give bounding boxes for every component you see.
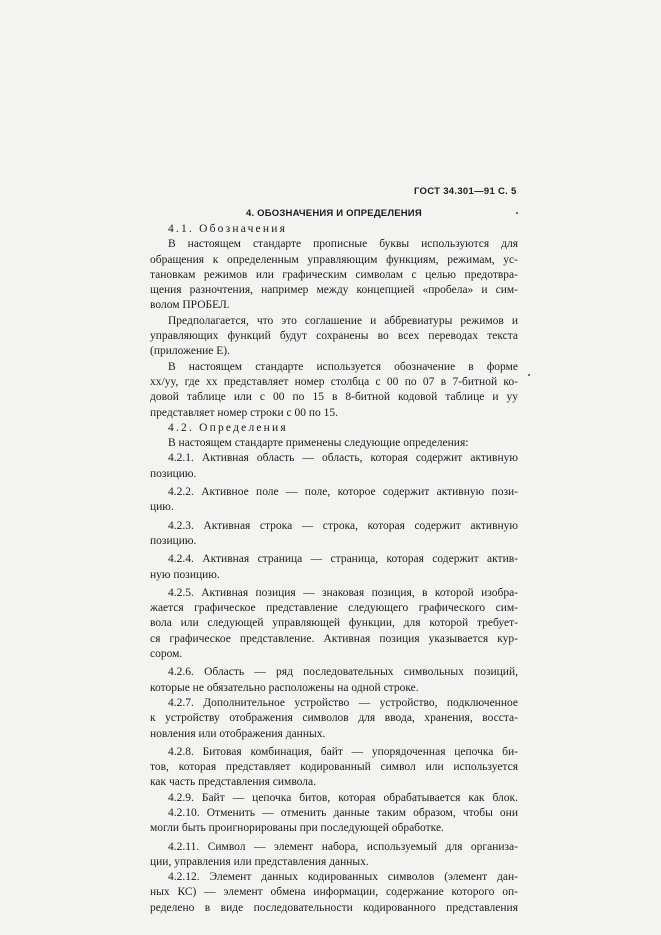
text-line: ся графическое представление. Активная позиция указывается кур- [150, 632, 518, 645]
text-line: 4.2.7. Дополнительное устройство — устройство, подключенное [168, 696, 518, 709]
subsection-4-1-heading: 4.1. Обозначения [168, 223, 288, 235]
text-line: жается графическое представление следующего графического сим- [150, 602, 518, 615]
paragraph-3 [150, 360, 518, 421]
text-line: (приложение Е). [150, 345, 231, 358]
text-line: ную позицию. [150, 568, 220, 581]
text-line: 4.2.4. Активная страница — страница, которая содержит актив- [168, 553, 518, 566]
definition-4-2-7 [150, 696, 518, 742]
text-line: управляющих функций будут сохранены во всех переводах текста [150, 330, 518, 343]
text-line: тов, которая представляет кодированный символ или используется [150, 761, 518, 774]
subsection-4-2-heading: 4.2. Определения [168, 421, 288, 434]
text-line: тановкам режимов или графическим символам с целью предотвра- [150, 268, 518, 281]
text-line: ции, управления или представления данных. [150, 855, 369, 868]
definition-4-2-10 [150, 806, 518, 837]
definition-4-2-2 [150, 485, 518, 516]
section-title: 4. ОБОЗНАЧЕНИЯ И ОПРЕДЕЛЕНИЯ [246, 208, 422, 219]
text-line: позицию. [150, 534, 197, 547]
scan-speck [528, 374, 530, 376]
definition-4-2-6 [150, 665, 518, 696]
text-line: к устройству отображения символов для ввода, хранения, восста- [150, 712, 518, 725]
text-line: щения разночтения, например между концепцией «пробела» и сим- [150, 284, 518, 297]
body-text [150, 222, 518, 916]
definition-4-2-11 [150, 840, 518, 871]
text-line: ределено в виде последовательности кодированного представления [150, 901, 518, 914]
text-line: вола или следующей управляющей функции, для которой требует- [150, 617, 518, 630]
text-line: 4.2.11. Символ — элемент набора, используемый для организа- [168, 840, 518, 853]
text-line: xx/yy, где xx представляет номер столбца с 00 по 07 в 7-битной ко- [150, 375, 518, 388]
text-line: В настоящем стандарте используется обозначение в форме [168, 360, 518, 373]
text-line: позицию. [150, 467, 197, 480]
text-line: 4.2.3. Активная строка — строка, которая содержит активную [168, 519, 518, 532]
text-line: 4.2.8. Битовая комбинация, байт — упорядоченная цепочка би- [168, 745, 518, 758]
text-line: Предполагается, что это соглашение и аббревиатуры режимов и [168, 314, 518, 327]
text-line: 4.2.12. Элемент данных кодированных символов (элемент дан- [168, 871, 518, 884]
definition-4-2-4 [150, 552, 518, 583]
paragraph-4: В настоящем стандарте применены следующие определения: [168, 437, 469, 450]
text-line: 4.2.10. Отменить — отменить данные таким образом, чтобы они [168, 806, 518, 819]
text-line: В настоящем стандарте прописные буквы используются для [168, 238, 518, 251]
text-line: цию. [150, 501, 174, 514]
paragraph-1 [150, 237, 518, 313]
definition-4-2-12 [150, 870, 518, 916]
page-header: ГОСТ 34.301—91 С. 5 [414, 186, 517, 197]
definition-4-2-1 [150, 451, 518, 482]
text-line: сором. [150, 648, 183, 661]
definition-4-2-8 [150, 745, 518, 791]
text-line: 4.2.6. Область — ряд последовательных символьных позиций, [168, 666, 518, 679]
text-line: 4.2.9. Байт — цепочка битов, которая обрабатывается как блок. [168, 791, 518, 804]
text-line: ных КС) — элемент обмена информации, содержание которого оп- [150, 886, 518, 899]
text-line: обращения к определенным управляющим функциям, режимам, ус- [150, 253, 518, 266]
text-line: новления или отображения данных. [150, 727, 326, 740]
paragraph-2 [150, 314, 518, 360]
text-line: довой таблице или с 00 по 15 в 8-битной кодовой таблице и yy [150, 391, 518, 404]
definition-4-2-9 [150, 791, 518, 806]
text-line: 4.2.5. Активная позиция — знаковая позиция, в которой изобра- [168, 586, 518, 599]
text-line: 4.2.2. Активное поле — поле, которое содержит активную пози- [168, 486, 518, 499]
definition-4-2-3 [150, 519, 518, 550]
text-line: могли быть проигнорированы при последующей обработке. [150, 822, 444, 835]
text-line: как часть представления символа. [150, 776, 316, 789]
text-line: 4.2.1. Активная область — область, которая содержит активную [168, 452, 518, 465]
text-line: представляет номер строки с 00 по 15. [150, 406, 338, 419]
scan-speck [516, 212, 518, 214]
text-line: волом ПРОБЕЛ. [150, 299, 230, 312]
text-line: которые не обязательно расположены на одной строке. [150, 681, 419, 694]
definition-4-2-5 [150, 586, 518, 662]
